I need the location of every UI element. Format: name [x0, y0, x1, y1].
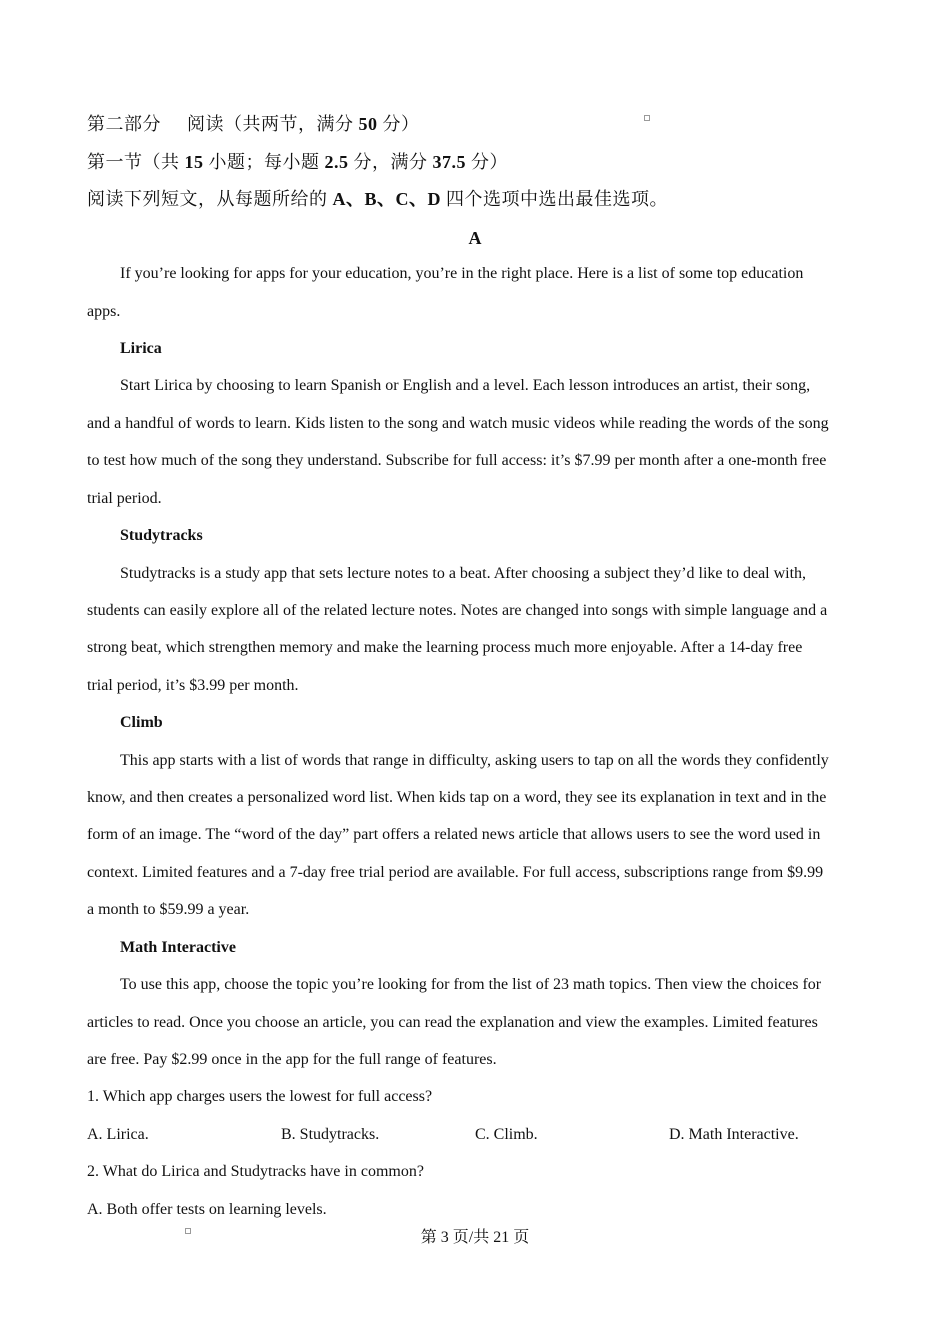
paragraph-line: trial period, it’s $3.99 per month.	[87, 677, 299, 694]
option-a: A. Both offer tests on learning levels.	[87, 1201, 327, 1218]
app-title-climb: Climb	[120, 714, 163, 731]
question-stem: 2. What do Lirica and Studytracks have in common?	[87, 1163, 424, 1180]
option-b: B. Studytracks.	[281, 1126, 380, 1143]
paragraph-line: form of an image. The “word of the day” part offers a related news article that allows users to see the word used in	[87, 826, 821, 843]
intro-line: apps.	[87, 303, 121, 320]
paragraph-line: students can easily explore all of the related lecture notes. Notes are changed into songs with simple language and a	[87, 602, 828, 619]
instructions: 阅读下列短文，从每题所给的 A、B、C、D 四个选项中选出最佳选项。	[87, 189, 669, 209]
app-title-studytracks: Studytracks	[120, 527, 203, 544]
paragraph-line: and a handful of words to learn. Kids listen to the song and watch music videos while reading the words of the song	[87, 415, 829, 432]
question-stem: 1. Which app charges users the lowest for full access?	[87, 1088, 433, 1105]
option-a: A. Lirica.	[87, 1126, 149, 1143]
app-title-lirica: Lirica	[120, 340, 162, 357]
paragraph-line: strong beat, which strengthen memory and make the learning process much more enjoyable. After a 14-day free	[87, 639, 803, 656]
paragraph-line: This app starts with a list of words that range in difficulty, asking users to tap on all the words they confidently	[120, 752, 829, 769]
paragraph-line: articles to read. Once you choose an article, you can read the explanation and view the examples. Limited features	[87, 1014, 818, 1031]
passage-letter: A	[468, 228, 482, 248]
paragraph-line: are free. Pay $2.99 once in the app for the full range of features.	[87, 1051, 497, 1068]
paragraph-line: trial period.	[87, 490, 162, 507]
paragraph-line: context. Limited features and a 7-day free trial period are available. For full access, subscriptions range from $9.99	[87, 864, 824, 881]
option-d: D. Math Interactive.	[669, 1126, 799, 1143]
paragraph-line: To use this app, choose the topic you’re looking for from the list of 23 math topics. Then view the choices for	[120, 976, 822, 993]
paragraph-line: Studytracks is a study app that sets lecture notes to a beat. After choosing a subject they’d like to deal with,	[120, 565, 807, 582]
intro-line: If you’re looking for apps for your education, you’re in the right place. Here is a list of some top education	[120, 265, 804, 282]
paragraph-line: know, and then creates a personalized word list. When kids tap on a word, they see its explanation in text and in the	[87, 789, 827, 806]
part-heading: 第二部分 阅读（共两节，满分 50 分）	[87, 114, 420, 134]
app-title-math-interactive: Math Interactive	[120, 939, 236, 956]
page-number: 第 3 页/共 21 页	[420, 1229, 530, 1246]
section-heading: 第一节（共 15 小题；每小题 2.5 分，满分 37.5 分）	[87, 152, 508, 172]
option-c: C. Climb.	[475, 1126, 538, 1143]
paragraph-line: a month to $59.99 a year.	[87, 901, 250, 918]
paragraph-line: Start Lirica by choosing to learn Spanish or English and a level. Each lesson introduces an artist, their song,	[120, 377, 811, 394]
paragraph-line: to test how much of the song they understand. Subscribe for full access: it’s $7.99 per month after a one-month free	[87, 452, 827, 469]
